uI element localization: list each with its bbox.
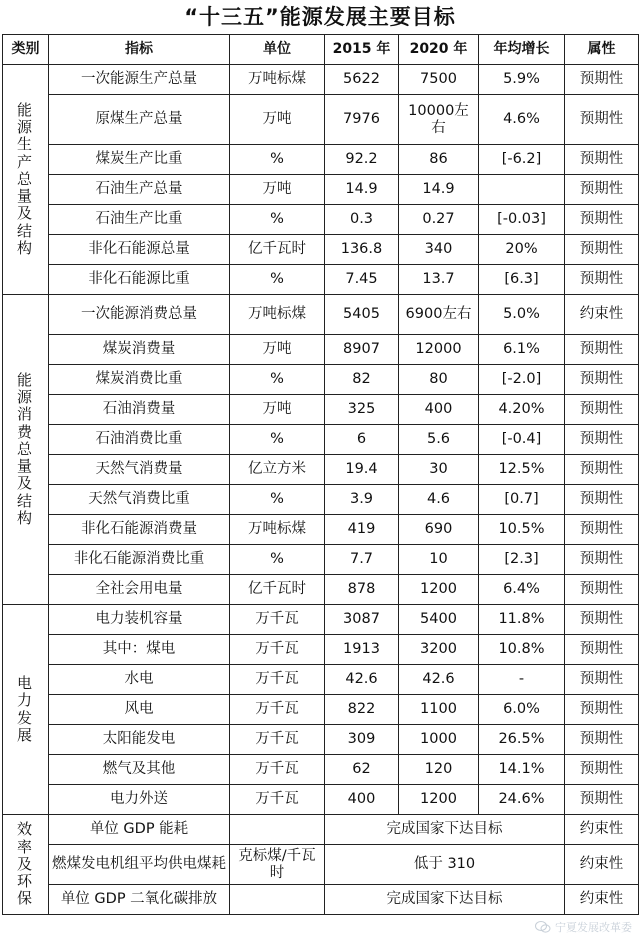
unit-cell: 万吨标煤: [230, 515, 325, 545]
table-row: [3, 575, 639, 605]
category-cell: 能源生产总量及结构: [3, 65, 49, 295]
growth-cell: 6.1%: [479, 335, 565, 365]
value-2015-cell: 7976: [325, 95, 399, 145]
growth-cell: [0.7]: [479, 485, 565, 515]
value-2020-cell: 14.9: [399, 175, 479, 205]
value-2020-cell: 340: [399, 235, 479, 265]
wechat-icon: [535, 920, 551, 934]
table-row: [3, 265, 639, 295]
header-cell: 类别: [3, 35, 49, 65]
unit-cell: %: [230, 205, 325, 235]
unit-cell: [230, 885, 325, 915]
indicator-cell: 电力装机容量: [49, 605, 230, 635]
header-cell: 指标: [49, 35, 230, 65]
attribute-cell: 约束性: [565, 815, 639, 845]
indicator-cell: 煤炭消费量: [49, 335, 230, 365]
table-row: [3, 485, 639, 515]
table-row: [3, 95, 639, 145]
table-row: [3, 65, 639, 95]
indicator-cell: 石油消费量: [49, 395, 230, 425]
value-2020-cell: 12000: [399, 335, 479, 365]
value-2015-cell: 3.9: [325, 485, 399, 515]
table-row: [3, 145, 639, 175]
header-row: [3, 35, 639, 65]
value-2020-cell: 5.6: [399, 425, 479, 455]
attribute-cell: 预期性: [565, 455, 639, 485]
table-row: [3, 515, 639, 545]
attribute-cell: 预期性: [565, 145, 639, 175]
growth-cell: 10.8%: [479, 635, 565, 665]
target-cell: 低于 310: [325, 845, 565, 885]
table-row: [3, 845, 639, 885]
value-2015-cell: 419: [325, 515, 399, 545]
indicator-cell: 原煤生产总量: [49, 95, 230, 145]
attribute-cell: 预期性: [565, 205, 639, 235]
attribute-cell: 预期性: [565, 755, 639, 785]
attribute-cell: 预期性: [565, 265, 639, 295]
unit-cell: %: [230, 365, 325, 395]
table-row: [3, 605, 639, 635]
attribute-cell: 预期性: [565, 485, 639, 515]
attribute-cell: 预期性: [565, 95, 639, 145]
header-cell: 2020 年: [399, 35, 479, 65]
attribute-cell: 约束性: [565, 295, 639, 335]
table-row: [3, 545, 639, 575]
unit-cell: %: [230, 545, 325, 575]
value-2020-cell: 0.27: [399, 205, 479, 235]
indicator-cell: 风电: [49, 695, 230, 725]
attribute-cell: 预期性: [565, 665, 639, 695]
table-row: [3, 335, 639, 365]
attribute-cell: 约束性: [565, 885, 639, 915]
growth-cell: 11.8%: [479, 605, 565, 635]
indicator-cell: 全社会用电量: [49, 575, 230, 605]
value-2020-cell: 13.7: [399, 265, 479, 295]
attribute-cell: 预期性: [565, 425, 639, 455]
table-row: [3, 815, 639, 845]
unit-cell: 亿立方米: [230, 455, 325, 485]
attribute-cell: 预期性: [565, 515, 639, 545]
growth-cell: 12.5%: [479, 455, 565, 485]
unit-cell: [230, 815, 325, 845]
value-2020-cell: 3200: [399, 635, 479, 665]
unit-cell: 克标煤/千瓦时: [230, 845, 325, 885]
category-cell: 能源消费总量及结构: [3, 295, 49, 605]
indicator-cell: 非化石能源消费比重: [49, 545, 230, 575]
indicator-cell: 燃煤发电机组平均供电煤耗: [49, 845, 230, 885]
unit-cell: 万吨: [230, 395, 325, 425]
growth-cell: 4.20%: [479, 395, 565, 425]
table-row: [3, 665, 639, 695]
table-row: [3, 235, 639, 265]
value-2020-cell: 42.6: [399, 665, 479, 695]
value-2020-cell: 10: [399, 545, 479, 575]
value-2015-cell: 7.45: [325, 265, 399, 295]
value-2020-cell: 1200: [399, 575, 479, 605]
table-row: [3, 785, 639, 815]
attribute-cell: 预期性: [565, 365, 639, 395]
header-cell: 属性: [565, 35, 639, 65]
target-cell: 完成国家下达目标: [325, 885, 565, 915]
table-row: [3, 725, 639, 755]
growth-cell: 5.9%: [479, 65, 565, 95]
growth-cell: 4.6%: [479, 95, 565, 145]
table-title: “十三五”能源发展主要目标: [184, 5, 456, 29]
value-2015-cell: 8907: [325, 335, 399, 365]
growth-cell: [-6.2]: [479, 145, 565, 175]
value-2015-cell: 136.8: [325, 235, 399, 265]
table-body: [3, 65, 639, 915]
growth-cell: 10.5%: [479, 515, 565, 545]
growth-cell: [479, 175, 565, 205]
indicator-cell: 单位 GDP 能耗: [49, 815, 230, 845]
unit-cell: 万吨标煤: [230, 65, 325, 95]
indicator-cell: 太阳能发电: [49, 725, 230, 755]
indicator-cell: 单位 GDP 二氧化碳排放: [49, 885, 230, 915]
value-2020-cell: 120: [399, 755, 479, 785]
attribute-cell: 预期性: [565, 65, 639, 95]
table-row: [3, 295, 639, 335]
value-2015-cell: 5622: [325, 65, 399, 95]
value-2015-cell: 7.7: [325, 545, 399, 575]
indicator-cell: 非化石能源比重: [49, 265, 230, 295]
unit-cell: 万吨: [230, 335, 325, 365]
attribute-cell: 预期性: [565, 395, 639, 425]
unit-cell: 万千瓦: [230, 635, 325, 665]
table-row: [3, 455, 639, 485]
table-row: [3, 205, 639, 235]
unit-cell: 万千瓦: [230, 665, 325, 695]
value-2020-cell: 7500: [399, 65, 479, 95]
category-cell: 电力发展: [3, 605, 49, 815]
growth-cell: -: [479, 665, 565, 695]
value-2015-cell: 14.9: [325, 175, 399, 205]
indicator-cell: 石油生产总量: [49, 175, 230, 205]
value-2020-cell: 690: [399, 515, 479, 545]
unit-cell: 万吨标煤: [230, 295, 325, 335]
value-2015-cell: 92.2: [325, 145, 399, 175]
value-2020-cell: 10000左右: [399, 95, 479, 145]
indicator-cell: 石油生产比重: [49, 205, 230, 235]
value-2015-cell: 309: [325, 725, 399, 755]
target-cell: 完成国家下达目标: [325, 815, 565, 845]
watermark-text: 宁夏发展改革委: [555, 921, 632, 934]
table-row: [3, 175, 639, 205]
indicator-cell: 天然气消费比重: [49, 485, 230, 515]
value-2020-cell: 86: [399, 145, 479, 175]
indicator-cell: 一次能源生产总量: [49, 65, 230, 95]
value-2020-cell: 4.6: [399, 485, 479, 515]
table-row: [3, 425, 639, 455]
attribute-cell: 预期性: [565, 175, 639, 205]
value-2015-cell: 62: [325, 755, 399, 785]
indicator-cell: 电力外送: [49, 785, 230, 815]
indicator-cell: 一次能源消费总量: [49, 295, 230, 335]
watermark: [535, 919, 632, 935]
value-2020-cell: 1200: [399, 785, 479, 815]
growth-cell: [-0.4]: [479, 425, 565, 455]
table-row: [3, 695, 639, 725]
table-row: [3, 365, 639, 395]
unit-cell: 万千瓦: [230, 785, 325, 815]
unit-cell: 万千瓦: [230, 725, 325, 755]
value-2020-cell: 30: [399, 455, 479, 485]
unit-cell: 万吨: [230, 95, 325, 145]
table-row: [3, 755, 639, 785]
indicator-cell: 非化石能源消费量: [49, 515, 230, 545]
indicator-cell: 水电: [49, 665, 230, 695]
energy-targets-table: [2, 34, 639, 915]
table-row: [3, 885, 639, 915]
growth-cell: [-2.0]: [479, 365, 565, 395]
unit-cell: 万千瓦: [230, 605, 325, 635]
unit-cell: %: [230, 265, 325, 295]
unit-cell: %: [230, 425, 325, 455]
value-2015-cell: 5405: [325, 295, 399, 335]
value-2020-cell: 1100: [399, 695, 479, 725]
indicator-cell: 非化石能源总量: [49, 235, 230, 265]
attribute-cell: 预期性: [565, 695, 639, 725]
attribute-cell: 预期性: [565, 335, 639, 365]
attribute-cell: 预期性: [565, 235, 639, 265]
indicator-cell: 天然气消费量: [49, 455, 230, 485]
value-2020-cell: 6900左右: [399, 295, 479, 335]
value-2015-cell: 822: [325, 695, 399, 725]
unit-cell: 亿千瓦时: [230, 235, 325, 265]
unit-cell: %: [230, 485, 325, 515]
growth-cell: 14.1%: [479, 755, 565, 785]
indicator-cell: 煤炭消费比重: [49, 365, 230, 395]
growth-cell: [2.3]: [479, 545, 565, 575]
attribute-cell: 预期性: [565, 635, 639, 665]
attribute-cell: 约束性: [565, 845, 639, 885]
value-2015-cell: 325: [325, 395, 399, 425]
growth-cell: 6.0%: [479, 695, 565, 725]
value-2015-cell: 42.6: [325, 665, 399, 695]
growth-cell: 5.0%: [479, 295, 565, 335]
value-2015-cell: 3087: [325, 605, 399, 635]
indicator-cell: 煤炭生产比重: [49, 145, 230, 175]
unit-cell: 万千瓦: [230, 755, 325, 785]
growth-cell: [6.3]: [479, 265, 565, 295]
unit-cell: 万吨: [230, 175, 325, 205]
unit-cell: 亿千瓦时: [230, 575, 325, 605]
header-cell: 年均增长: [479, 35, 565, 65]
indicator-cell: 石油消费比重: [49, 425, 230, 455]
growth-cell: 20%: [479, 235, 565, 265]
attribute-cell: 预期性: [565, 605, 639, 635]
value-2015-cell: 6: [325, 425, 399, 455]
attribute-cell: 预期性: [565, 545, 639, 575]
value-2020-cell: 400: [399, 395, 479, 425]
indicator-cell: 燃气及其他: [49, 755, 230, 785]
header-cell: 单位: [230, 35, 325, 65]
header-cell: 2015 年: [325, 35, 399, 65]
value-2015-cell: 82: [325, 365, 399, 395]
indicator-cell: 其中：煤电: [49, 635, 230, 665]
value-2015-cell: 878: [325, 575, 399, 605]
unit-cell: 万千瓦: [230, 695, 325, 725]
growth-cell: 24.6%: [479, 785, 565, 815]
attribute-cell: 预期性: [565, 725, 639, 755]
value-2020-cell: 5400: [399, 605, 479, 635]
table-row: [3, 395, 639, 425]
value-2020-cell: 80: [399, 365, 479, 395]
value-2015-cell: 1913: [325, 635, 399, 665]
growth-cell: [-0.03]: [479, 205, 565, 235]
growth-cell: 26.5%: [479, 725, 565, 755]
attribute-cell: 预期性: [565, 575, 639, 605]
category-cell: 效率及环保: [3, 815, 49, 915]
attribute-cell: 预期性: [565, 785, 639, 815]
value-2020-cell: 1000: [399, 725, 479, 755]
value-2015-cell: 0.3: [325, 205, 399, 235]
growth-cell: 6.4%: [479, 575, 565, 605]
unit-cell: %: [230, 145, 325, 175]
table-row: [3, 635, 639, 665]
value-2015-cell: 19.4: [325, 455, 399, 485]
value-2015-cell: 400: [325, 785, 399, 815]
